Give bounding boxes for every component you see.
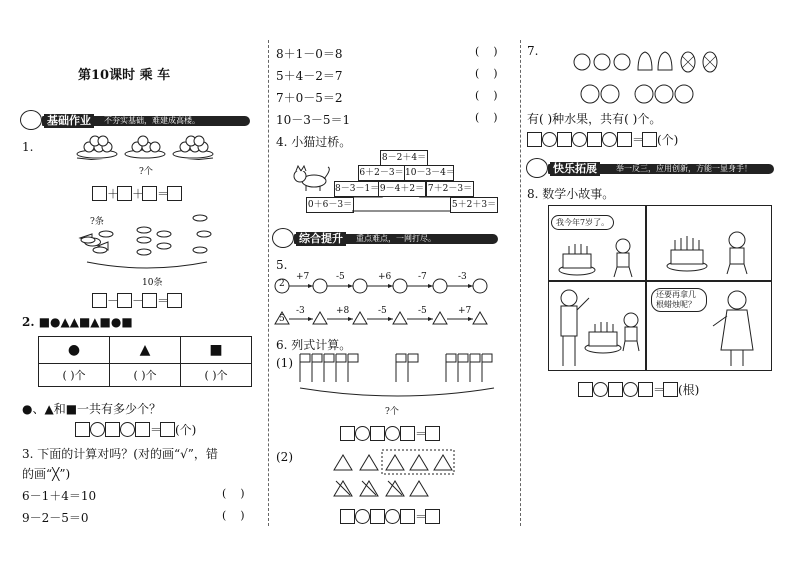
bridge-step[interactable]: 0＋6－3＝ [306, 197, 354, 213]
answer-box[interactable] [587, 132, 602, 147]
q6-equation1: ＝ [340, 423, 440, 442]
banner-basic [18, 114, 250, 128]
q2-equation: ＝ (个) [75, 419, 196, 438]
bridge-step[interactable]: 7＋2－3＝ [426, 181, 474, 197]
answer-box[interactable] [370, 426, 385, 441]
answer-box[interactable] [117, 186, 132, 201]
triangles-image [330, 448, 460, 500]
operator-circle[interactable] [572, 132, 587, 147]
answer-box[interactable] [663, 382, 678, 397]
answer-box[interactable] [117, 293, 132, 308]
q1-fish-unknown-label: ?条 [90, 217, 104, 227]
answer-box[interactable] [142, 293, 157, 308]
check-item: 7＋0－5＝2 [276, 91, 343, 105]
answer-box[interactable] [425, 509, 440, 524]
banner-label: 快乐拓展 [550, 162, 600, 176]
operator-circle[interactable] [385, 426, 400, 441]
answer-paren[interactable]: ( ) [475, 67, 498, 80]
table-header: ▲ [110, 337, 181, 364]
check-item: 8＋1－0＝8 [276, 47, 343, 61]
table-cell[interactable]: ( )个 [39, 364, 110, 387]
bridge-step[interactable]: 8－2＋4＝ [380, 150, 428, 166]
fish-group-image [72, 206, 222, 274]
fruit-plates-image [75, 134, 215, 160]
q7-prompt: 7. [527, 44, 539, 58]
bridge-step[interactable]: 8－3－1＝ [334, 181, 379, 197]
q2-question: ●、▲和■一共有多少个？ [22, 402, 162, 416]
cake-boy-image [663, 226, 763, 278]
q1-top-label: ?个 [139, 167, 153, 177]
q3-item: 9－2－5＝0 [22, 511, 89, 525]
chain-start: 5 [279, 314, 285, 324]
unit-label: (根) [678, 383, 700, 397]
chain-op: -5 [336, 272, 345, 282]
answer-box[interactable] [167, 186, 182, 201]
chain-op: -5 [418, 306, 427, 316]
answer-box[interactable] [642, 132, 657, 147]
column-divider [268, 40, 269, 526]
operator-circle[interactable] [542, 132, 557, 147]
q5-prompt: 5. [276, 258, 288, 272]
q6-label: ?个 [385, 407, 399, 417]
flags-image [298, 352, 498, 402]
q1-equation-top: ＋ ＋ ＝ [92, 183, 182, 202]
answer-box[interactable] [638, 382, 653, 397]
table-cell[interactable]: ( )个 [181, 364, 252, 387]
answer-paren[interactable]: ( ) [475, 111, 498, 124]
banner-motto: 举一反三，应用创新，方能一显身手！ [616, 164, 752, 173]
cake-boy-image [555, 236, 643, 280]
q3-prompt-line1: 3. 下面的计算对吗？(对的画“√”，错 [22, 447, 218, 461]
banner-motto: 不夯实基础，难建成高楼。 [104, 116, 200, 125]
q8-prompt: 8. 数学小故事。 [527, 187, 615, 201]
operator-circle[interactable] [593, 382, 608, 397]
cat-icon [292, 165, 332, 193]
operator-circle[interactable] [385, 509, 400, 524]
chain-op: -3 [296, 306, 305, 316]
column-divider [520, 40, 521, 526]
unit-label: (个) [657, 133, 679, 147]
answer-box[interactable] [425, 426, 440, 441]
q1-equation-bottom: － － ＝ [92, 290, 182, 309]
answer-box[interactable] [160, 422, 175, 437]
answer-box[interactable] [400, 509, 415, 524]
q6-sub1: (1) [276, 356, 293, 370]
answer-paren[interactable]: ( ) [222, 487, 245, 500]
comic-panel-3 [548, 281, 646, 371]
mascot-icon [526, 158, 548, 178]
banner-label: 基础作业 [44, 114, 94, 128]
answer-box[interactable] [400, 426, 415, 441]
answer-box[interactable] [167, 293, 182, 308]
q2-shape-table [38, 336, 252, 387]
answer-box[interactable] [340, 509, 355, 524]
table-header: ■ [181, 337, 252, 364]
q7-text: 有( )种水果，共有( )个。 [527, 112, 662, 126]
chain-op: -7 [418, 272, 427, 282]
q7-equation: ＝ (个) [527, 129, 678, 148]
answer-box[interactable] [557, 132, 572, 147]
q6-equation2: ＝ [340, 506, 440, 525]
bridge-step[interactable]: 5＋2＋3＝ [450, 197, 498, 213]
answer-box[interactable] [135, 422, 150, 437]
operator-circle[interactable] [355, 426, 370, 441]
banner-fun [524, 162, 774, 176]
answer-paren[interactable]: ( ) [222, 509, 245, 522]
banner-synth [270, 232, 498, 246]
fruits-image [572, 40, 722, 110]
operator-circle[interactable] [90, 422, 105, 437]
answer-box[interactable] [92, 293, 107, 308]
bridge-arch [352, 196, 450, 212]
answer-box[interactable] [370, 509, 385, 524]
answer-box[interactable] [617, 132, 632, 147]
answer-box[interactable] [92, 186, 107, 201]
answer-paren[interactable]: ( ) [475, 45, 498, 58]
banner-label: 综合提升 [296, 232, 346, 246]
q1-fish-total-label: 10条 [142, 278, 163, 288]
chain-op: +7 [458, 306, 472, 316]
check-item: 10－3－5＝1 [276, 113, 351, 127]
q1-number: 1. [22, 140, 34, 154]
operator-circle[interactable] [623, 382, 638, 397]
q2-prompt: 2. ■●▲▲■▲■●■ [22, 315, 133, 329]
mascot-icon [272, 228, 294, 248]
answer-box[interactable] [527, 132, 542, 147]
chain-op: +8 [336, 306, 350, 316]
comic-panel-1 [548, 205, 646, 281]
mascot-icon [20, 110, 42, 130]
answer-box[interactable] [340, 426, 355, 441]
operator-circle[interactable] [355, 509, 370, 524]
answer-box[interactable] [608, 382, 623, 397]
comic-panel-2 [646, 205, 772, 281]
comic-panel-4 [646, 281, 772, 371]
speech-bubble: 还要再拿几根蜡烛呢？ [651, 288, 707, 312]
q6-prompt: 6. 列式计算。 [276, 338, 352, 352]
chain-op: +6 [378, 272, 392, 282]
answer-box[interactable] [142, 186, 157, 201]
banner-motto: 重点难点，一网打尽。 [356, 234, 436, 243]
lesson-title: 第10课时 乘 车 [78, 68, 171, 83]
q8-equation: ＝ (根) [578, 379, 699, 398]
answer-box[interactable] [578, 382, 593, 397]
check-item: 5＋4－2＝7 [276, 69, 343, 83]
bridge-step[interactable]: 9－4＋2＝ [378, 181, 426, 197]
father-cake-image [551, 284, 645, 370]
bridge-step[interactable]: 6＋2－3＝ [358, 165, 405, 181]
operator-circle[interactable] [602, 132, 617, 147]
table-cell[interactable]: ( )个 [110, 364, 181, 387]
chain-op: +7 [296, 272, 310, 282]
answer-paren[interactable]: ( ) [475, 89, 498, 102]
q3-item: 6－1＋4＝10 [22, 489, 97, 503]
q4-prompt: 4. 小猫过桥。 [276, 135, 352, 149]
answer-box[interactable] [75, 422, 90, 437]
chain-start: 2 [279, 279, 285, 289]
bridge [307, 150, 497, 212]
q6-sub2: (2) [276, 450, 293, 464]
answer-box[interactable] [105, 422, 120, 437]
chain-op: -3 [458, 272, 467, 282]
mother-image [703, 286, 769, 370]
table-header: ● [39, 337, 110, 364]
chain-op: -5 [378, 306, 387, 316]
speech-bubble: 我今年7岁了。 [551, 215, 614, 230]
bridge-step[interactable]: 10－3－4＝ [404, 165, 454, 181]
operator-circle[interactable] [120, 422, 135, 437]
unit-label: (个) [175, 423, 197, 437]
q3-prompt-line2: 的画“╳”) [22, 467, 71, 481]
